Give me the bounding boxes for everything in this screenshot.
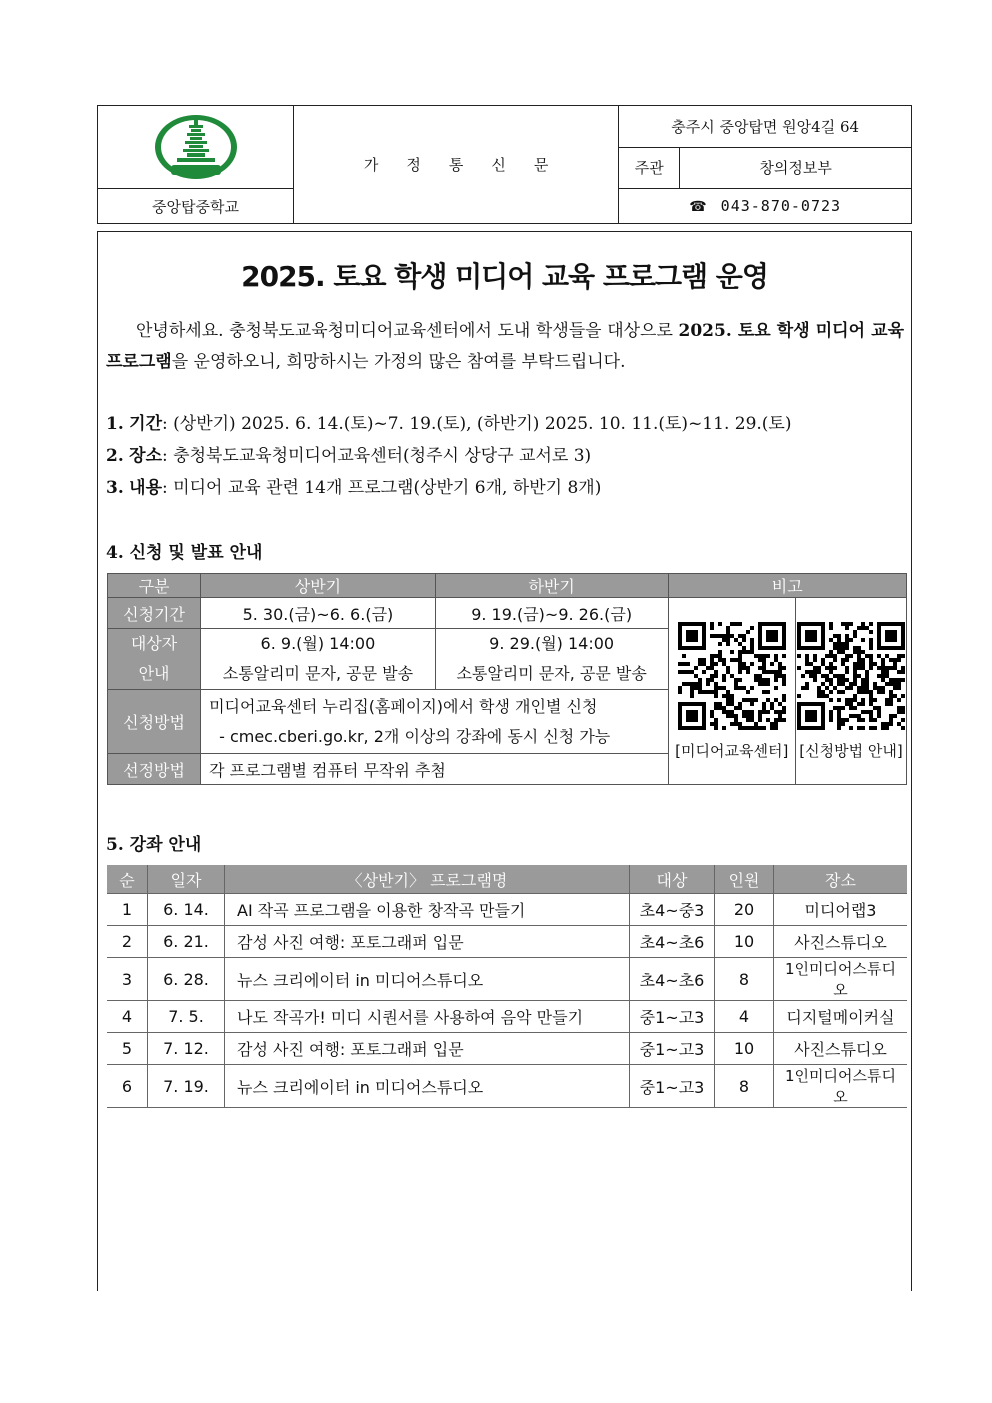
page-title: 2025. 토요 학생 미디어 교육 프로그램 운영 <box>241 260 768 293</box>
cell-no: 5 <box>107 1033 148 1065</box>
select-method: 각 프로그램별 컴퓨터 무작위 추첨 <box>201 754 668 785</box>
item-text: : 충청북도교육청미디어교육센터(청주시 상당구 교서로 3) <box>162 446 592 466</box>
cell-target: 초4~초6 <box>630 926 715 958</box>
cell-count: 10 <box>715 1033 774 1065</box>
dept-label: 주관 <box>619 147 680 189</box>
target-second-half <box>435 629 668 690</box>
table-row <box>107 958 907 1001</box>
col-header: 비고 <box>668 574 907 598</box>
course-table <box>107 865 907 1108</box>
cell-place: 미디어랩3 <box>774 894 908 926</box>
item-num: 3. <box>106 478 124 498</box>
item-num: 2. <box>106 446 124 466</box>
announce-note: 소통알리미 문자, 공문 발송 <box>222 664 414 683</box>
qr-code-apply-guide-icon[interactable] <box>796 622 906 730</box>
period-second-half: 9. 19.(금)~9. 26.(금) <box>435 598 668 629</box>
item-text: : 미디어 교육 관련 14개 프로그램(상반기 6개, 하반기 8개) <box>162 478 602 498</box>
col-header: 순 <box>107 865 148 894</box>
cell-no: 1 <box>107 894 148 926</box>
intro-paragraph <box>106 316 904 378</box>
item-label: 내용 <box>129 478 163 498</box>
period-first-half: 5. 30.(금)~6. 6.(금) <box>201 598 436 629</box>
cell-no: 4 <box>107 1001 148 1033</box>
dept-name: 창의정보부 <box>680 147 912 189</box>
school-address: 충주시 중앙탑면 원앙4길 64 <box>619 106 912 148</box>
qr-code-media-center-icon[interactable] <box>678 622 786 730</box>
section-apply-heading: 4. 신청 및 발표 안내 <box>106 543 263 563</box>
row-label: 신청방법 <box>108 690 201 754</box>
cell-target: 중1~고3 <box>630 1001 715 1033</box>
cell-program: AI 작곡 프로그램을 이용한 창작곡 만들기 <box>225 894 630 926</box>
cell-program: 감성 사진 여행: 포토그래퍼 입문 <box>225 926 630 958</box>
col-header: 대상 <box>630 865 715 894</box>
target-first-half <box>201 629 436 690</box>
row-label-line: 안내 <box>138 664 170 683</box>
letterhead <box>97 105 912 224</box>
cell-target: 중1~고3 <box>630 1033 715 1065</box>
school-logo-icon <box>153 113 239 181</box>
apply-table <box>107 573 907 785</box>
cell-target: 중1~고3 <box>630 1065 715 1108</box>
item-label: 장소 <box>129 446 163 466</box>
qr-caption: [미디어교육센터] <box>675 741 789 760</box>
cell-date: 6. 28. <box>148 958 225 1001</box>
table-row <box>107 894 907 926</box>
phone-number: 043-870-0723 <box>720 197 842 215</box>
cell-date: 7. 19. <box>148 1065 225 1108</box>
row-label: 선정방법 <box>108 754 201 785</box>
intro-text-after: 을 운영하오니, 희망하시는 가정의 많은 참여를 부탁드립니다. <box>171 352 626 372</box>
apply-method <box>201 690 668 754</box>
col-header: 장소 <box>774 865 908 894</box>
cell-program: 감성 사진 여행: 포토그래퍼 입문 <box>225 1033 630 1065</box>
cell-count: 4 <box>715 1001 774 1033</box>
table-row <box>107 1001 907 1033</box>
method-line: 미디어교육센터 누리집(홈페이지)에서 학생 개인별 신청 <box>209 696 598 716</box>
table-row <box>107 1033 907 1065</box>
row-label: 신청기간 <box>108 598 201 629</box>
col-header: 일자 <box>148 865 225 894</box>
cell-no: 3 <box>107 958 148 1001</box>
item-num: 1. <box>106 414 124 434</box>
cell-program: 뉴스 크리에이터 in 미디어스튜디오 <box>225 1065 630 1108</box>
phone-icon: ☎ <box>689 199 707 215</box>
cell-place: 사진스튜디오 <box>774 1033 908 1065</box>
cell-date: 7. 5. <box>148 1001 225 1033</box>
cell-no: 6 <box>107 1065 148 1108</box>
cell-count: 10 <box>715 926 774 958</box>
announce-note: 소통알리미 문자, 공문 발송 <box>456 664 647 683</box>
item-content <box>106 473 601 498</box>
cell-count: 20 <box>715 894 774 926</box>
cell-date: 7. 12. <box>148 1033 225 1065</box>
item-text: : (상반기) 2025. 6. 14.(토)~7. 19.(토), (하반기) 2025. 10. 11.(토)~11. 29.(토) <box>162 414 792 434</box>
masthead-title: 가정통신문 <box>294 106 619 224</box>
cell-program: 뉴스 크리에이터 in 미디어스튜디오 <box>225 958 630 1001</box>
intro-text-before: 안녕하세요. 충청북도교육청미디어교육센터에서 도내 학생들을 대상으로 <box>136 321 679 341</box>
logo-cell <box>98 106 294 189</box>
col-header: 상반기 <box>201 574 436 598</box>
cell-place: 1인미디어스튜디오 <box>774 958 908 1001</box>
cell-date: 6. 21. <box>148 926 225 958</box>
qr-cell-media-center <box>668 598 796 785</box>
cell-place: 1인미디어스튜디오 <box>774 1065 908 1108</box>
cell-place: 사진스튜디오 <box>774 926 908 958</box>
cell-date: 6. 14. <box>148 894 225 926</box>
cell-place: 디지털메이커실 <box>774 1001 908 1033</box>
intro-text-bold: 2025. 토요 학생 미디어 교육 프로그램 <box>106 321 904 372</box>
item-label: 기간 <box>129 414 163 434</box>
cell-count: 8 <box>715 958 774 1001</box>
row-label-line: 대상자 <box>130 634 178 653</box>
school-name: 중앙탑중학교 <box>98 189 294 224</box>
announce-date: 6. 9.(월) 14:00 <box>260 634 376 653</box>
phone-cell <box>619 189 912 224</box>
table-row <box>107 1065 907 1108</box>
qr-cell-apply-guide <box>796 598 907 785</box>
cell-no: 2 <box>107 926 148 958</box>
cell-target: 초4~중3 <box>630 894 715 926</box>
col-header: 하반기 <box>435 574 668 598</box>
section-course-heading: 5. 강좌 안내 <box>106 835 202 855</box>
col-header: 구분 <box>108 574 201 598</box>
announce-date: 9. 29.(월) 14:00 <box>489 634 615 653</box>
row-label <box>108 629 201 690</box>
cell-count: 8 <box>715 1065 774 1108</box>
table-row <box>107 926 907 958</box>
col-header: 〈상반기〉 프로그램명 <box>225 865 630 894</box>
col-header: 인원 <box>715 865 774 894</box>
qr-caption: [신청방법 안내] <box>799 741 903 760</box>
cell-target: 초4~초6 <box>630 958 715 1001</box>
item-place <box>106 441 591 466</box>
item-period <box>106 409 791 434</box>
cell-program: 나도 작곡가! 미디 시퀀서를 사용하여 음악 만들기 <box>225 1001 630 1033</box>
method-line: - cmec.cberi.go.kr, 2개 이상의 강좌에 동시 신청 가능 <box>219 726 611 746</box>
